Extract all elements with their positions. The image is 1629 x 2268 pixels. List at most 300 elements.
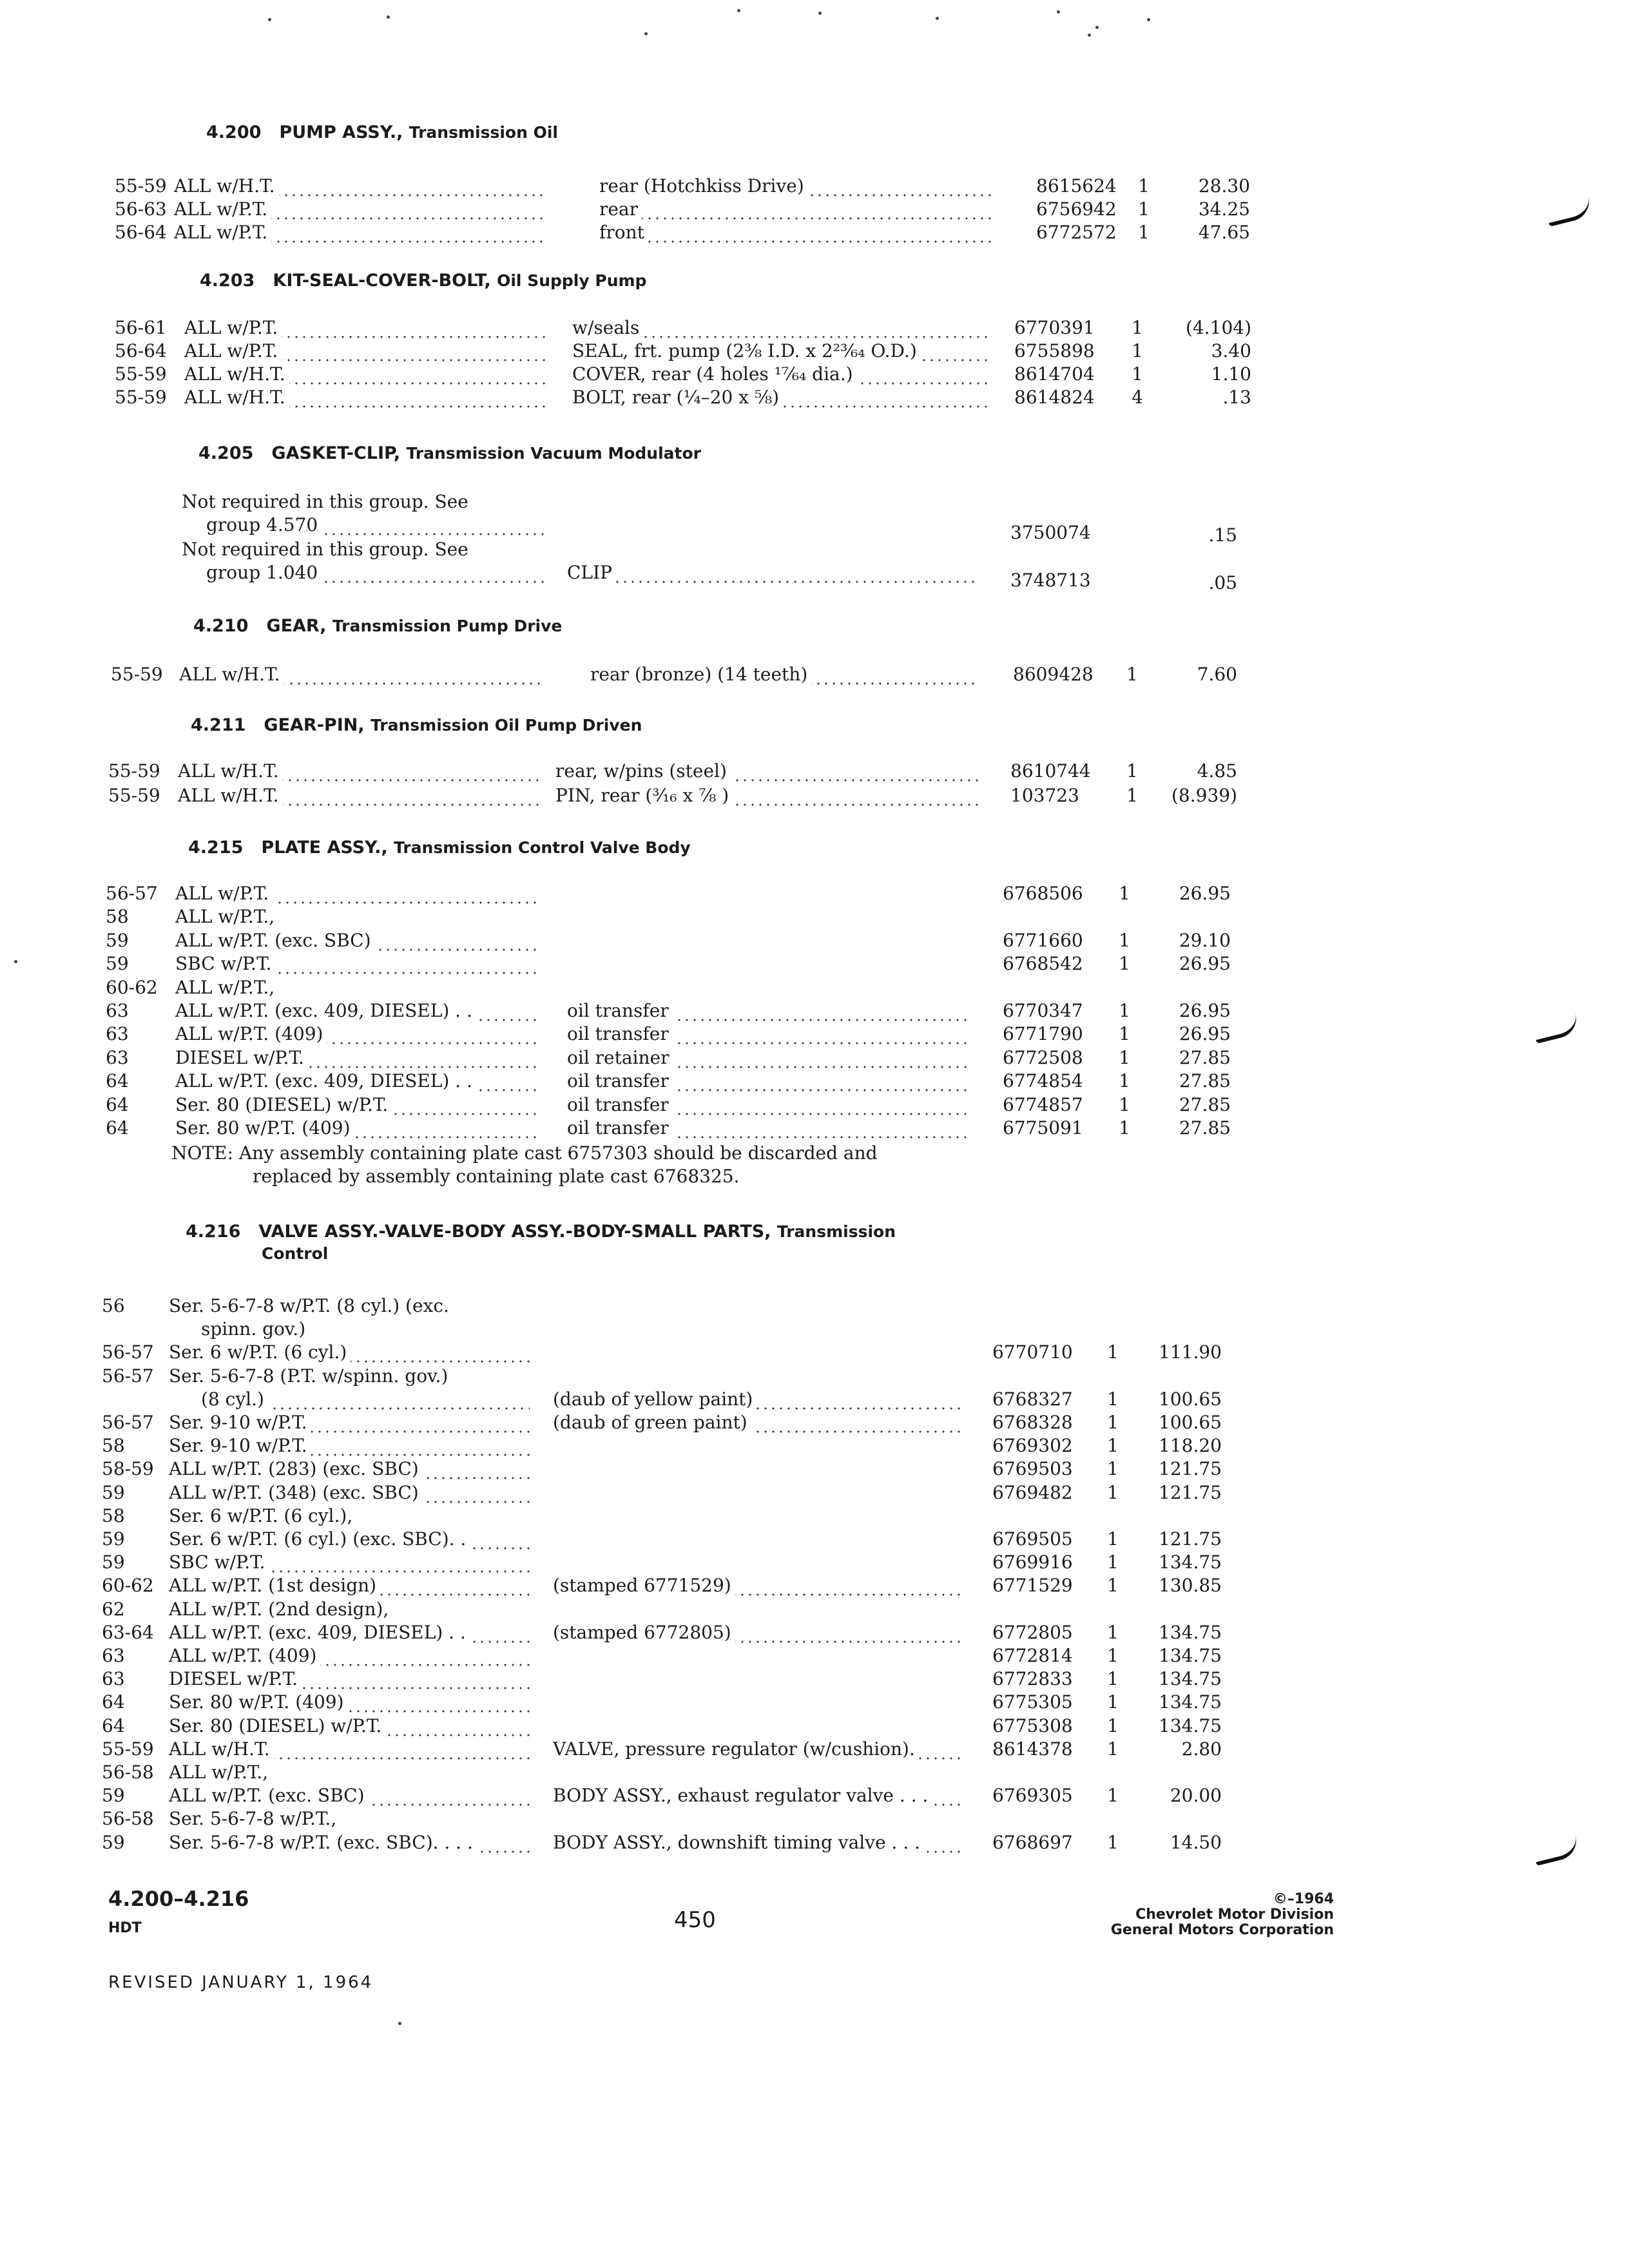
application [169, 1458, 530, 1479]
application [184, 363, 545, 385]
price: 121.75 [1159, 1481, 1222, 1503]
quantity: 1 [1107, 1412, 1119, 1433]
description [555, 785, 981, 806]
application-text: Ser. 80 (DIESEL) w/P.T. [169, 1715, 385, 1736]
part-row [0, 760, 1629, 785]
description [567, 1023, 967, 1044]
gasket-note-line [0, 562, 1629, 593]
application-text: Ser. 5-6-7-8 w/P.T. (exc. SBC). . . . [169, 1832, 477, 1853]
description [567, 562, 979, 583]
application-text: ALL w/P.T. (exc. SBC) [175, 930, 375, 951]
application [169, 1622, 530, 1643]
price: 121.75 [1159, 1458, 1222, 1480]
quantity: 1 [1107, 1621, 1119, 1643]
application-text: ALL w/H.T. [178, 785, 283, 806]
application [201, 1389, 530, 1410]
model-years: 59 [102, 1552, 125, 1573]
part-number: 103723 [1010, 785, 1079, 806]
scan-speck [1095, 26, 1099, 29]
scan-speck [936, 17, 939, 20]
model-years: 55-59 [102, 1738, 154, 1760]
application-text: ALL w/P.T. (348) (exc. SBC) [169, 1482, 423, 1503]
part-row [0, 222, 1629, 246]
quantity: 1 [1138, 198, 1150, 220]
model-years: 55-59 [108, 760, 160, 782]
revision-date: REVISED JANUARY 1, 1964 [108, 1973, 374, 1992]
application-text: ALL w/P.T., [175, 977, 278, 998]
scan-speck [818, 12, 822, 15]
model-years: 64 [106, 1093, 129, 1115]
part-row [0, 977, 1629, 1001]
footer-group-range: 4.200–4.216 [108, 1887, 249, 1911]
description [572, 340, 991, 361]
price: 26.95 [1179, 1000, 1231, 1021]
application-text: Ser. 80 w/P.T. (409) [169, 1691, 348, 1713]
application [175, 930, 536, 951]
price: (8.939) [1171, 785, 1237, 806]
part-number: 6770347 [1003, 1000, 1083, 1021]
part-number: 6775305 [992, 1691, 1073, 1713]
application-text: DIESEL w/P.T. [169, 1668, 302, 1689]
price: 29.10 [1179, 929, 1231, 951]
price: 3.40 [1211, 340, 1251, 361]
application-text: ALL w/P.T. (283) (exc. SBC) [169, 1458, 423, 1479]
quantity: 1 [1107, 1691, 1119, 1713]
part-number: 8610744 [1010, 760, 1091, 782]
description [567, 1070, 967, 1091]
scan-speck [1088, 34, 1091, 37]
model-years: 58 [102, 1435, 125, 1457]
description-text: rear [599, 198, 642, 220]
price: 134.75 [1159, 1715, 1222, 1736]
scan-speck [737, 9, 740, 12]
application [175, 1094, 536, 1115]
quantity: 1 [1107, 1715, 1119, 1736]
part-row [0, 1023, 1629, 1048]
part-row [0, 340, 1629, 365]
quantity: 1 [1107, 1458, 1119, 1480]
part-number: 6774857 [1003, 1093, 1083, 1115]
description-text: CLIP [567, 562, 616, 583]
application [184, 340, 545, 361]
model-years: 55-59 [111, 664, 163, 685]
price: 134.75 [1159, 1621, 1222, 1643]
price: 28.30 [1198, 175, 1250, 197]
application-text: ALL w/P.T. (exc. 409, DIESEL) . . [169, 1622, 470, 1643]
division-name: Chevrolet Motor Division [1135, 1907, 1334, 1923]
application-text: ALL w/P.T., [175, 906, 278, 927]
application [169, 1691, 530, 1713]
part-row [0, 1552, 1629, 1576]
quantity: 1 [1119, 953, 1130, 975]
price: 111.90 [1159, 1341, 1222, 1363]
model-years: 64 [102, 1691, 125, 1713]
description [553, 1785, 965, 1806]
application-text: Ser. 80 (DIESEL) w/P.T. [175, 1094, 392, 1115]
price: .15 [1208, 524, 1237, 546]
quantity: 1 [1107, 1738, 1119, 1760]
quantity: 1 [1107, 1341, 1119, 1363]
quantity: 1 [1126, 760, 1138, 782]
model-years: 56-58 [102, 1808, 154, 1830]
application [174, 198, 548, 220]
description-text: (daub of yellow paint) [553, 1389, 757, 1410]
model-years: 55-59 [115, 363, 167, 385]
price: 130.85 [1159, 1575, 1222, 1597]
application-text: ALL w/P.T. (2nd design), [169, 1599, 392, 1620]
part-number: 8615624 [1036, 175, 1117, 197]
description-text: PIN, rear (³⁄₁₆ x ⅞ ) [555, 785, 733, 806]
model-years: 60-62 [106, 976, 158, 998]
quantity: 1 [1107, 1645, 1119, 1666]
scan-speck [1057, 10, 1060, 14]
quantity: 1 [1119, 1070, 1130, 1092]
part-row [0, 1000, 1629, 1024]
application-text: spinn. gov.) [201, 1318, 309, 1340]
part-number: 6768328 [992, 1412, 1073, 1433]
application-text: Ser. 6 w/P.T. (6 cyl.), [169, 1505, 356, 1526]
part-number: 6769482 [992, 1481, 1073, 1503]
application [178, 760, 539, 782]
model-years: 63 [102, 1645, 125, 1666]
description-text: oil transfer [567, 1070, 673, 1091]
section-header [198, 443, 701, 463]
application-text: ALL w/P.T. (exc. 409, DIESEL) . . [175, 1070, 476, 1091]
part-row [0, 906, 1629, 930]
section-title: GEAR, [266, 616, 327, 636]
description [553, 1412, 965, 1433]
description-text: rear (bronze) (14 teeth) [590, 664, 811, 685]
description-text: w/seals [572, 317, 643, 338]
model-years: 63 [102, 1668, 125, 1690]
application [169, 1482, 530, 1503]
quantity: 1 [1126, 664, 1138, 685]
description-text: BOLT, rear (¼–20 x ⅝) [572, 387, 783, 408]
part-row [0, 1528, 1629, 1553]
part-row [0, 1482, 1629, 1506]
application [175, 1000, 536, 1021]
section-number: 4.211 [191, 715, 246, 735]
application-text: Ser. 80 w/P.T. (409) [175, 1117, 354, 1139]
application-text: SBC w/P.T. [175, 953, 276, 974]
application [169, 1668, 530, 1689]
description [553, 1575, 965, 1596]
application-text: Ser. 6 w/P.T. (6 cyl.) (exc. SBC). . [169, 1528, 470, 1550]
part-number: 6775091 [1003, 1117, 1083, 1139]
application-text: SBC w/P.T. [169, 1552, 269, 1573]
part-number: 6768327 [992, 1388, 1073, 1410]
description [567, 1000, 967, 1021]
description [590, 664, 977, 685]
description [567, 1094, 967, 1115]
application [175, 1047, 536, 1068]
quantity: 1 [1138, 222, 1150, 243]
application [174, 175, 548, 197]
price: 27.85 [1179, 1093, 1231, 1115]
part-number: 6769505 [992, 1528, 1073, 1550]
model-years: 58-59 [102, 1458, 154, 1480]
application [179, 664, 540, 685]
section-subtitle: Transmission Control Valve Body [394, 838, 691, 857]
part-number: 3748713 [1010, 570, 1091, 591]
plate-note-line2: replaced by assembly containing plate cast 6768325. [253, 1166, 740, 1187]
part-number: 6755898 [1014, 340, 1095, 361]
description [572, 387, 991, 408]
application [169, 1575, 530, 1596]
price: 121.75 [1159, 1528, 1222, 1550]
price: 134.75 [1159, 1668, 1222, 1690]
plate-note-line1: NOTE: Any assembly containing plate cast 6757303 should be discarded and [171, 1142, 878, 1164]
application [175, 1117, 536, 1139]
section-header [193, 616, 562, 636]
description [553, 1389, 965, 1410]
application-text: Ser. 6 w/P.T. (6 cyl.) [169, 1341, 351, 1363]
description-text: rear, w/pins (steel) [555, 760, 731, 782]
quantity: 1 [1119, 1000, 1130, 1021]
model-years: 56-58 [102, 1762, 154, 1783]
scan-speck [387, 15, 390, 19]
quantity: 1 [1119, 1117, 1130, 1139]
quantity: 1 [1107, 1575, 1119, 1597]
part-row [0, 1047, 1629, 1072]
part-number: 8609428 [1013, 664, 1094, 685]
quantity: 1 [1107, 1668, 1119, 1690]
application [169, 1365, 530, 1387]
application-text: (8 cyl.) [201, 1389, 268, 1410]
page-number: 450 [674, 1907, 716, 1933]
part-row [0, 1458, 1629, 1483]
model-years: 59 [102, 1528, 125, 1550]
part-number: 6771529 [992, 1575, 1073, 1597]
footer-code: HDT [108, 1920, 142, 1936]
model-years: 56-57 [102, 1412, 154, 1433]
part-row [0, 1295, 1629, 1320]
application-text: ALL w/P.T. (409) [175, 1023, 327, 1044]
quantity: 1 [1119, 1093, 1130, 1115]
model-years: 56-57 [102, 1365, 154, 1387]
part-row [0, 1691, 1629, 1716]
part-row [0, 1668, 1629, 1693]
part-row [0, 1117, 1629, 1142]
description [599, 222, 992, 243]
part-row [0, 1318, 1629, 1343]
quantity: 1 [1107, 1785, 1119, 1807]
model-years: 63 [106, 1000, 129, 1021]
application-text: Ser. 9-10 w/P.T. [169, 1412, 311, 1433]
description-text: rear (Hotchkiss Drive) [599, 175, 808, 197]
part-number: 6774854 [1003, 1070, 1083, 1092]
description-text: (stamped 6772805) [553, 1622, 735, 1643]
description [553, 1738, 965, 1760]
model-years: 60-62 [102, 1575, 154, 1597]
model-years: 64 [102, 1715, 125, 1736]
quantity: 1 [1119, 883, 1130, 904]
quantity: 1 [1119, 929, 1130, 951]
section-subtitle: Transmission [776, 1222, 896, 1241]
section-header [188, 838, 691, 858]
application [175, 977, 536, 998]
scan-speck [398, 2022, 401, 2025]
part-row [0, 1365, 1629, 1390]
model-years: 59 [102, 1831, 125, 1853]
price: .13 [1222, 387, 1251, 408]
model-years: 58 [102, 1504, 125, 1526]
section-header [206, 122, 558, 142]
description-text: oil transfer [567, 1000, 673, 1021]
part-row [0, 785, 1629, 809]
model-years: 64 [106, 1070, 129, 1092]
gasket-note-line [0, 539, 1629, 563]
part-row [0, 1575, 1629, 1599]
part-row [0, 363, 1629, 388]
note-group-ref-text: group 4.570 [206, 514, 322, 535]
quantity: 1 [1126, 785, 1138, 806]
application-text: ALL w/P.T. (1st design) [169, 1575, 380, 1596]
note-text: Not required in this group. See [182, 491, 468, 512]
description [553, 1622, 965, 1643]
application [201, 1318, 530, 1340]
model-years: 56 [102, 1295, 125, 1316]
part-row [0, 1808, 1629, 1832]
description-text: oil retainer [567, 1047, 673, 1068]
application-text: ALL w/H.T. [184, 387, 289, 408]
price: (4.104) [1185, 317, 1251, 338]
part-row [0, 1645, 1629, 1669]
scan-speck [644, 32, 648, 35]
part-number: 6770710 [992, 1341, 1073, 1363]
application-text: ALL w/P.T. (exc. 409, DIESEL) . . [175, 1000, 476, 1021]
section-subtitle: Transmission Oil Pump Driven [371, 716, 642, 735]
part-row [0, 1715, 1629, 1740]
price: 26.95 [1179, 953, 1231, 975]
price: 7.60 [1197, 664, 1237, 685]
description-text: SEAL, frt. pump (2⅜ I.D. x 2²³⁄₆₄ O.D.) [572, 340, 921, 361]
part-number: 6772572 [1036, 222, 1117, 243]
part-row [0, 953, 1629, 977]
description [599, 175, 992, 197]
price: 134.75 [1159, 1552, 1222, 1573]
quantity: 1 [1119, 1023, 1130, 1045]
part-number: 8614378 [992, 1738, 1073, 1760]
scan-speck [14, 960, 17, 963]
application-text: ALL w/H.T. [169, 1738, 274, 1760]
application [184, 317, 545, 338]
part-row [0, 1599, 1629, 1623]
quantity: 1 [1107, 1831, 1119, 1853]
price: .05 [1208, 572, 1237, 593]
section-title: VALVE ASSY.-VALVE-BODY ASSY.-BODY-SMALL PARTS, [258, 1222, 771, 1242]
application-text: ALL w/P.T. [175, 883, 273, 904]
description-text: COVER, rear (4 holes ¹⁷⁄₆₄ dia.) [572, 363, 857, 385]
part-number: 6756942 [1036, 198, 1117, 220]
footer-publisher [1111, 1892, 1334, 1938]
part-number: 6771660 [1003, 929, 1083, 951]
application [169, 1645, 530, 1666]
application-text: ALL w/H.T. [179, 664, 284, 685]
part-number: 8614704 [1014, 363, 1095, 385]
quantity: 1 [1132, 340, 1143, 361]
copyright: ©–1964 [1273, 1891, 1334, 1907]
application [169, 1715, 530, 1736]
quantity: 1 [1107, 1388, 1119, 1410]
gasket-note-line [0, 491, 1629, 515]
part-row [0, 883, 1629, 907]
price: 134.75 [1159, 1691, 1222, 1713]
price: 34.25 [1198, 198, 1250, 220]
application-text: ALL w/H.T. [174, 175, 279, 197]
part-number: 6769503 [992, 1458, 1073, 1480]
part-number: 6772833 [992, 1668, 1073, 1690]
model-years: 56-57 [102, 1341, 154, 1363]
note-group-ref [206, 514, 548, 535]
application [169, 1738, 530, 1760]
note-group-ref [206, 562, 548, 583]
application-text: ALL w/P.T. (409) [169, 1645, 320, 1666]
quantity: 1 [1107, 1481, 1119, 1503]
application [169, 1552, 530, 1573]
model-years: 58 [106, 906, 129, 928]
description [567, 1117, 967, 1139]
quantity: 1 [1107, 1435, 1119, 1457]
scan-speck [1147, 18, 1150, 21]
quantity: 1 [1138, 175, 1150, 197]
part-number: 8614824 [1014, 387, 1095, 408]
gasket-note-line [0, 514, 1629, 546]
part-row [0, 1094, 1629, 1119]
section-number: 4.200 [206, 122, 262, 142]
application-text: ALL w/P.T. [174, 198, 271, 220]
part-row [0, 387, 1629, 411]
section-subtitle: Oil Supply Pump [497, 271, 647, 290]
part-number: 6772814 [992, 1645, 1073, 1666]
price: 2.80 [1181, 1738, 1222, 1760]
application [169, 1762, 530, 1783]
section-subtitle: Transmission Vacuum Modulator [406, 444, 701, 463]
model-years: 59 [106, 929, 129, 951]
quantity: 1 [1107, 1528, 1119, 1550]
price: 47.65 [1198, 222, 1250, 243]
application [175, 1023, 536, 1044]
section-subtitle-line2: Control [262, 1244, 329, 1263]
application-text: ALL w/H.T. [184, 363, 289, 385]
application-text: Ser. 5-6-7-8 w/P.T. (8 cyl.) (exc. [169, 1295, 453, 1316]
application-text: ALL w/P.T. [174, 222, 271, 243]
application [169, 1599, 530, 1620]
section-header [191, 715, 642, 735]
application-text: ALL w/P.T. [184, 317, 282, 338]
part-row [0, 1738, 1629, 1763]
part-number: 6772805 [992, 1621, 1073, 1643]
section-number: 4.210 [193, 616, 249, 636]
part-number: 6771790 [1003, 1023, 1083, 1045]
application [169, 1505, 530, 1526]
section-subtitle: Transmission Pump Drive [332, 617, 563, 635]
part-row [0, 1412, 1629, 1436]
section-title: GEAR-PIN, [264, 715, 365, 735]
part-row [0, 1389, 1629, 1413]
application [184, 387, 545, 408]
part-number: 6768697 [992, 1831, 1073, 1853]
application [169, 1832, 530, 1853]
part-row [0, 1505, 1629, 1530]
model-years: 63 [106, 1046, 129, 1068]
model-years: 59 [102, 1785, 125, 1807]
model-years: 56-63 [115, 198, 167, 220]
application-text: Ser. 5-6-7-8 w/P.T., [169, 1808, 340, 1829]
price: 100.65 [1159, 1412, 1222, 1433]
price: 27.85 [1179, 1117, 1231, 1139]
description [555, 760, 981, 782]
